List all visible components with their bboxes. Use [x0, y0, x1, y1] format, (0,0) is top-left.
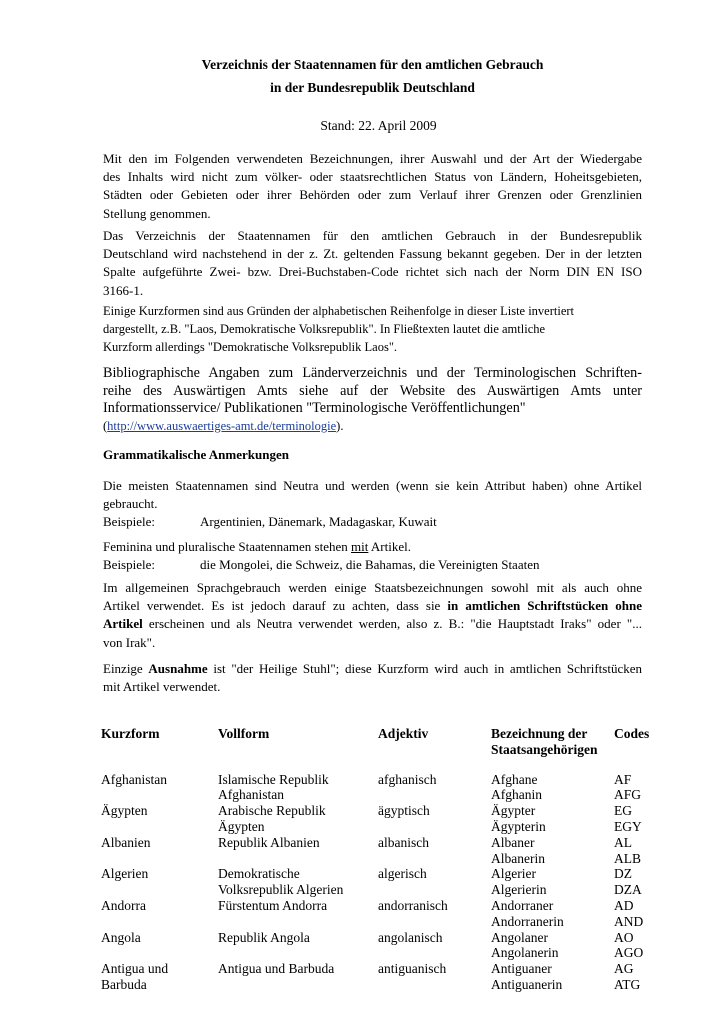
- grammar-heading: Grammatikalische Anmerkungen: [103, 447, 289, 462]
- cell-codes: AL ALB: [614, 834, 641, 866]
- cell-bezeichnung: Albaner Albanerin: [491, 834, 545, 866]
- grammar-note-1: Die meisten Staatennamen sind Neutra und werden (wenn sie kein Attribut haben) ohne Artikel gebraucht. Beispiele: Argentinien, Dänemark, Madagaskar, Kuwait: [103, 478, 642, 530]
- cell-bezeichnung: Afghane Afghanin: [491, 771, 542, 803]
- grammar-note-4: Einzige Ausnahme ist "der Heilige Stuhl"; diese Kurzform wird auch in amtlichen Schriftstücken mit Artikel verwendet.: [103, 661, 642, 695]
- table-row: [101, 930, 664, 962]
- table-row: [101, 898, 664, 930]
- intro-paragraph-1: Mit den im Folgenden verwendeten Bezeichnungen, ihrer Auswahl und der Art der Wiedergabe des Inhalts wird nicht zum völker- oder staatsrechtlichen Status von Ländern, Hoheitsgebieten, Städten oder Gebieten oder ihrer Behörden oder zum Verlauf ihrer Grenzen oder Grenzlinien Stellung genommen.: [103, 151, 642, 221]
- table-row: [101, 835, 664, 867]
- grammar-note-2: Feminina und pluralische Staatennamen stehen mit Artikel. Beispiele: die Mongolei, die Schweiz, die Bahamas, die Vereinigten Staaten: [103, 539, 540, 573]
- table-row: [101, 772, 664, 804]
- terminology-link[interactable]: http://www.auswaertiges-amt.de/terminologie: [107, 418, 337, 433]
- cell-vollform: Antigua und Barbuda: [218, 961, 335, 977]
- table-header-row: [101, 726, 664, 772]
- cell-kurzform: Algerien: [101, 866, 149, 882]
- state-names-table: [101, 726, 664, 993]
- cell-bezeichnung: Algerier Algerierin: [491, 866, 547, 898]
- header-kurzform: Kurzform: [101, 726, 160, 741]
- cell-codes: AD AND: [614, 897, 644, 929]
- cell-bezeichnung: Antiguaner Antiguanerin: [491, 961, 563, 992]
- table-row: [101, 961, 664, 993]
- cell-bezeichnung: Angolaner Angolanerin: [491, 929, 559, 961]
- cell-kurzform: Albanien: [101, 834, 151, 850]
- cell-vollform: Arabische Republik Ägypten: [218, 803, 326, 834]
- cell-adjektiv: albanisch: [378, 834, 429, 850]
- cell-adjektiv: antiguanisch: [378, 961, 447, 977]
- document-date: Stand: 22. April 2009: [320, 118, 437, 133]
- grammar-note-3: Im allgemeinen Sprachgebrauch werden einige Staatsbezeichnungen sowohl mit als auch ohne Artikel verwendet. Es ist jedoch darauf zu achten, dass sie in amtlichen Schriftstücken ohne Artikel erscheinen und als Neutra verwendet werden, also z. B.: "die Hauptstadt Iraks" oder "... von Irak".: [103, 580, 643, 650]
- intro-paragraph-2: Das Verzeichnis der Staatennamen für den amtlichen Gebrauch in der Bundesrepublik Deutschland wird nachstehend in der z. Zt. geltenden Fassung bekannt gegeben. Der in der letzten Spalte aufgeführte Zwei- bzw. Drei-Buchstaben-Code richtet sich nach der Norm DIN EN ISO 3166-1.: [103, 228, 642, 298]
- header-adjektiv: Adjektiv: [378, 726, 429, 741]
- cell-adjektiv: angolanisch: [378, 929, 443, 945]
- cell-vollform: Demokratische Volksrepublik Algerien: [218, 866, 344, 898]
- cell-kurzform: Ägypten: [101, 803, 148, 819]
- header-codes: Codes: [614, 726, 650, 741]
- cell-adjektiv: ägyptisch: [378, 803, 430, 819]
- intro-paragraph-3: Einige Kurzformen sind aus Gründen der alphabetischen Reihenfolge in dieser Liste invertiert dargestellt, z.B. "Laos, Demokratische Volksrepublik". In Fließtexten lautet die amtliche Kurzform allerdings "Demokratische Volksrepublik Laos".: [103, 304, 575, 355]
- table-row: [101, 866, 664, 898]
- cell-vollform: Islamische Republik Afghanistan: [218, 771, 329, 803]
- cell-adjektiv: afghanisch: [378, 771, 437, 787]
- cell-codes: AF AFG: [614, 771, 642, 803]
- cell-codes: EG EGY: [614, 803, 642, 834]
- header-bezeichnung: Bezeichnung der Staatsangehörigen: [491, 726, 598, 757]
- intro-paragraph-4: Bibliographische Angaben zum Länderverzeichnis und der Terminologischen Schriften- reihe des Auswärtigen Amts siehe auf der Website des Auswärtigen Amts unter Informationsservice/ Publikationen "Terminologische Veröffentlichungen" (http://www.auswaertiges-amt.de/terminologie).: [103, 365, 642, 433]
- cell-bezeichnung: Ägypter Ägypterin: [491, 803, 546, 834]
- cell-codes: AO AGO: [614, 929, 644, 961]
- document-title-line2: in der Bundesrepublik Deutschland: [270, 80, 475, 95]
- cell-bezeichnung: Andorraner Andorranerin: [491, 897, 564, 929]
- cell-vollform: Republik Albanien: [218, 834, 320, 850]
- cell-codes: AG ATG: [614, 961, 641, 992]
- header-vollform: Vollform: [218, 726, 270, 741]
- cell-kurzform: Andorra: [101, 897, 146, 913]
- table-row: [101, 803, 664, 835]
- document-title-line1: Verzeichnis der Staatennamen für den amtlichen Gebrauch: [201, 57, 544, 72]
- cell-vollform: Fürstentum Andorra: [218, 897, 328, 913]
- cell-vollform: Republik Angola: [218, 929, 310, 945]
- cell-kurzform: Afghanistan: [101, 771, 167, 787]
- cell-codes: DZ DZA: [614, 866, 642, 898]
- cell-kurzform: Antigua und Barbuda: [101, 961, 169, 992]
- cell-adjektiv: algerisch: [378, 866, 427, 882]
- cell-kurzform: Angola: [101, 929, 141, 945]
- cell-adjektiv: andorranisch: [378, 897, 448, 913]
